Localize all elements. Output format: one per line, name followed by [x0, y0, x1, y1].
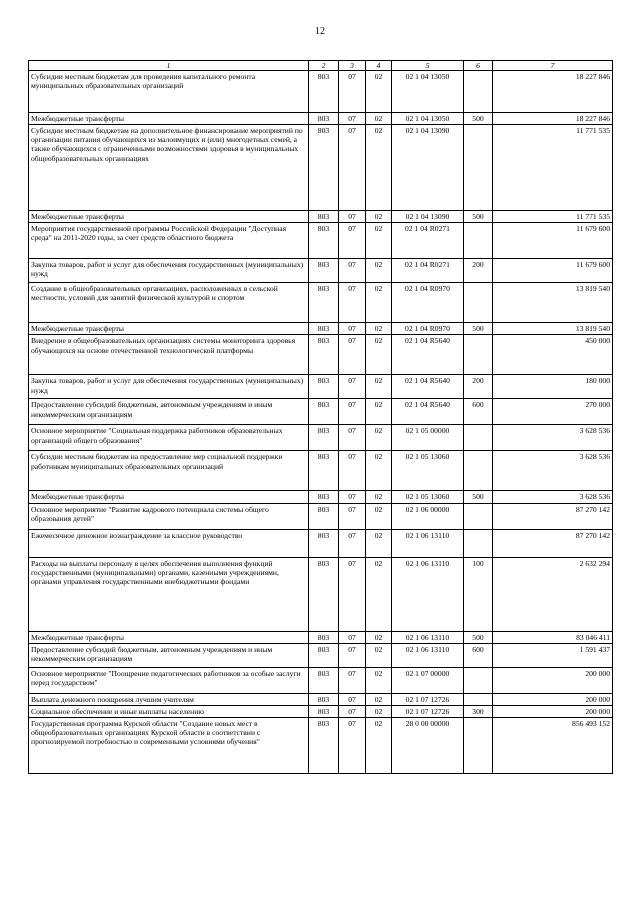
subsection-code-cell: 02	[366, 125, 392, 211]
section-code-cell: 07	[339, 503, 366, 529]
table-row	[29, 491, 613, 503]
ministry-code-cell: 803	[309, 71, 339, 113]
amount-cell: 270 000	[493, 399, 613, 425]
header-cell: 1	[29, 61, 309, 71]
ministry-code-cell: 803	[309, 223, 339, 259]
section-code-cell: 07	[339, 667, 366, 693]
table-row	[29, 335, 613, 375]
expense-type-cell	[464, 667, 493, 693]
section-code-cell: 07	[339, 323, 366, 335]
subsection-code-cell: 02	[366, 399, 392, 425]
expense-type-cell: 300	[464, 705, 493, 717]
row-name-cell: Выплата денежного поощрения лучшим учителям	[29, 693, 309, 705]
expense-type-cell: 500	[464, 113, 493, 125]
target-article-cell: 02 1 06 13110	[392, 631, 464, 643]
amount-cell: 11 679 600	[493, 259, 613, 283]
subsection-code-cell: 02	[366, 693, 392, 705]
table-row	[29, 529, 613, 557]
subsection-code-cell: 02	[366, 529, 392, 557]
table-row	[29, 113, 613, 125]
section-code-cell: 07	[339, 375, 366, 399]
row-name-cell: Мероприятия государственной программы Российской Федерации "Доступная среда" на 2011-2020 годы, за счет средств областного бюджета	[29, 223, 309, 259]
row-name-cell: Расходы на выплаты персоналу в целях обеспечения выполнения функций государственными (муниципальными) органами, казенными учреждениями, органами управления государственными внебюджетными фондами	[29, 557, 309, 631]
section-code-cell: 07	[339, 557, 366, 631]
target-article-cell: 02 1 04 R5640	[392, 375, 464, 399]
amount-cell: 87 270 142	[493, 503, 613, 529]
amount-cell: 2 632 294	[493, 557, 613, 631]
target-article-cell: 02 1 04 R0271	[392, 259, 464, 283]
subsection-code-cell: 02	[366, 71, 392, 113]
target-article-cell: 02 1 05 13060	[392, 451, 464, 491]
expense-type-cell: 500	[464, 491, 493, 503]
subsection-code-cell: 02	[366, 557, 392, 631]
expense-type-cell	[464, 125, 493, 211]
ministry-code-cell: 803	[309, 259, 339, 283]
table-row	[29, 399, 613, 425]
row-name-cell: Межбюджетные трансферты	[29, 491, 309, 503]
amount-cell: 180 000	[493, 375, 613, 399]
table-row	[29, 705, 613, 717]
row-name-cell: Субсидии местным бюджетам на дополнительное финансирование мероприятий по организации питания обучающихся из малоимущих и (или) многодетных семей, а также обучающихся с ограниченными возможностями здоровья в муниципальных общеобразовательных организациях	[29, 125, 309, 211]
target-article-cell: 02 1 05 13060	[392, 491, 464, 503]
table-row	[29, 375, 613, 399]
amount-cell: 856 493 152	[493, 717, 613, 773]
ministry-code-cell: 803	[309, 529, 339, 557]
expense-type-cell: 200	[464, 259, 493, 283]
header-cell: 4	[366, 61, 392, 71]
expense-type-cell: 500	[464, 211, 493, 223]
target-article-cell: 02 1 04 13090	[392, 125, 464, 211]
expense-type-cell: 600	[464, 399, 493, 425]
ministry-code-cell: 803	[309, 491, 339, 503]
section-code-cell: 07	[339, 335, 366, 375]
subsection-code-cell: 02	[366, 323, 392, 335]
section-code-cell: 07	[339, 425, 366, 451]
section-code-cell: 07	[339, 451, 366, 491]
header-cell: 5	[392, 61, 464, 71]
table-row	[29, 283, 613, 323]
section-code-cell: 07	[339, 125, 366, 211]
amount-cell: 18 227 846	[493, 113, 613, 125]
expense-type-cell: 200	[464, 375, 493, 399]
amount-cell: 200 000	[493, 693, 613, 705]
table-row	[29, 631, 613, 643]
row-name-cell: Основное мероприятие "Поощрение педагогических работников за особые заслуги перед государством"	[29, 667, 309, 693]
amount-cell: 11 771 535	[493, 211, 613, 223]
subsection-code-cell: 02	[366, 425, 392, 451]
target-article-cell: 02 1 04 13050	[392, 71, 464, 113]
ministry-code-cell: 803	[309, 399, 339, 425]
subsection-code-cell: 02	[366, 705, 392, 717]
ministry-code-cell: 803	[309, 705, 339, 717]
amount-cell: 18 227 846	[493, 71, 613, 113]
target-article-cell: 02 1 04 13050	[392, 113, 464, 125]
expense-type-cell: 500	[464, 631, 493, 643]
expense-type-cell	[464, 717, 493, 773]
expense-type-cell: 500	[464, 323, 493, 335]
expense-type-cell	[464, 451, 493, 491]
subsection-code-cell: 02	[366, 283, 392, 323]
amount-cell: 200 000	[493, 705, 613, 717]
target-article-cell: 28 0 00 00000	[392, 717, 464, 773]
header-cell: 3	[339, 61, 366, 71]
row-name-cell: Субсидии местным бюджетам на предоставление мер социальной поддержки работникам муниципальных образовательных организаций	[29, 451, 309, 491]
row-name-cell: Межбюджетные трансферты	[29, 631, 309, 643]
subsection-code-cell: 02	[366, 113, 392, 125]
amount-cell: 3 628 536	[493, 451, 613, 491]
expense-type-cell	[464, 425, 493, 451]
table-row	[29, 451, 613, 491]
ministry-code-cell: 803	[309, 693, 339, 705]
expense-type-cell	[464, 71, 493, 113]
row-name-cell: Государственная программа Курской области "Создание новых мест в общеобразовательных организациях Курской области в соответствии с прогнозируемой потребностью и современными условиями обучения"	[29, 717, 309, 773]
row-name-cell: Межбюджетные трансферты	[29, 211, 309, 223]
expense-type-cell	[464, 503, 493, 529]
ministry-code-cell: 803	[309, 667, 339, 693]
amount-cell: 11 679 600	[493, 223, 613, 259]
target-article-cell: 02 1 04 R0970	[392, 283, 464, 323]
section-code-cell: 07	[339, 529, 366, 557]
ministry-code-cell: 803	[309, 113, 339, 125]
page-number: 12	[315, 26, 325, 37]
subsection-code-cell: 02	[366, 259, 392, 283]
table-row	[29, 667, 613, 693]
amount-cell: 3 628 536	[493, 425, 613, 451]
amount-cell: 83 046 411	[493, 631, 613, 643]
row-name-cell: Закупка товаров, работ и услуг для обеспечения государственных (муниципальных) нужд	[29, 259, 309, 283]
subsection-code-cell: 02	[366, 717, 392, 773]
amount-cell: 450 000	[493, 335, 613, 375]
subsection-code-cell: 02	[366, 667, 392, 693]
target-article-cell: 02 1 06 13110	[392, 643, 464, 667]
subsection-code-cell: 02	[366, 223, 392, 259]
ministry-code-cell: 803	[309, 425, 339, 451]
target-article-cell: 02 1 04 13090	[392, 211, 464, 223]
table-row	[29, 693, 613, 705]
target-article-cell: 02 1 04 R0970	[392, 323, 464, 335]
row-name-cell: Ежемесячное денежное вознаграждение за классное руководство	[29, 529, 309, 557]
header-cell: 2	[309, 61, 339, 71]
row-name-cell: Межбюджетные трансферты	[29, 113, 309, 125]
target-article-cell: 02 1 05 00000	[392, 425, 464, 451]
ministry-code-cell: 803	[309, 211, 339, 223]
ministry-code-cell: 803	[309, 717, 339, 773]
section-code-cell: 07	[339, 693, 366, 705]
target-article-cell: 02 1 07 12726	[392, 705, 464, 717]
row-name-cell: Межбюджетные трансферты	[29, 323, 309, 335]
ministry-code-cell: 803	[309, 557, 339, 631]
expense-type-cell	[464, 693, 493, 705]
subsection-code-cell: 02	[366, 491, 392, 503]
row-name-cell: Закупка товаров, работ и услуг для обеспечения государственных (муниципальных) нужд	[29, 375, 309, 399]
amount-cell: 13 819 540	[493, 323, 613, 335]
ministry-code-cell: 803	[309, 323, 339, 335]
table-row	[29, 71, 613, 113]
table-row	[29, 425, 613, 451]
amount-cell: 1 591 437	[493, 643, 613, 667]
section-code-cell: 07	[339, 643, 366, 667]
row-name-cell: Создание в общеобразовательных организациях, расположенных в сельской местности, условий для занятий физической культурой и спортом	[29, 283, 309, 323]
header-cell: 6	[464, 61, 493, 71]
section-code-cell: 07	[339, 399, 366, 425]
amount-cell: 13 819 540	[493, 283, 613, 323]
table-row	[29, 211, 613, 223]
expense-type-cell: 600	[464, 643, 493, 667]
target-article-cell: 02 1 06 13110	[392, 557, 464, 631]
row-name-cell: Субсидии местным бюджетам для проведения капитального ремонта муниципальных образовательных организаций	[29, 71, 309, 113]
section-code-cell: 07	[339, 283, 366, 323]
row-name-cell: Основное мероприятие "Социальная поддержка работников образовательных организаций общего образования"	[29, 425, 309, 451]
expense-type-cell: 100	[464, 557, 493, 631]
table-row	[29, 125, 613, 211]
target-article-cell: 02 1 04 R5640	[392, 335, 464, 375]
target-article-cell: 02 1 06 13110	[392, 529, 464, 557]
section-code-cell: 07	[339, 211, 366, 223]
subsection-code-cell: 02	[366, 643, 392, 667]
header-row	[29, 61, 613, 71]
section-code-cell: 07	[339, 705, 366, 717]
expense-type-cell	[464, 335, 493, 375]
subsection-code-cell: 02	[366, 451, 392, 491]
amount-cell: 3 628 536	[493, 491, 613, 503]
section-code-cell: 07	[339, 491, 366, 503]
ministry-code-cell: 803	[309, 335, 339, 375]
target-article-cell: 02 1 04 R0271	[392, 223, 464, 259]
ministry-code-cell: 803	[309, 643, 339, 667]
row-name-cell: Предоставление субсидий бюджетным, автономным учреждениям и иным некоммерческим организациям	[29, 399, 309, 425]
row-name-cell: Основное мероприятие "Развитие кадрового потенциала системы общего образования детей"	[29, 503, 309, 529]
table-row	[29, 717, 613, 773]
subsection-code-cell: 02	[366, 631, 392, 643]
section-code-cell: 07	[339, 259, 366, 283]
target-article-cell: 02 1 04 R5640	[392, 399, 464, 425]
table-row	[29, 557, 613, 631]
section-code-cell: 07	[339, 717, 366, 773]
section-code-cell: 07	[339, 71, 366, 113]
expense-type-cell	[464, 283, 493, 323]
subsection-code-cell: 02	[366, 335, 392, 375]
table-row	[29, 323, 613, 335]
ministry-code-cell: 803	[309, 125, 339, 211]
subsection-code-cell: 02	[366, 503, 392, 529]
row-name-cell: Социальное обеспечение и иные выплаты населению	[29, 705, 309, 717]
budget-table	[28, 60, 613, 774]
ministry-code-cell: 803	[309, 631, 339, 643]
ministry-code-cell: 803	[309, 283, 339, 323]
section-code-cell: 07	[339, 631, 366, 643]
header-cell: 7	[493, 61, 613, 71]
expense-type-cell	[464, 529, 493, 557]
amount-cell: 87 270 142	[493, 529, 613, 557]
amount-cell: 200 000	[493, 667, 613, 693]
expense-type-cell	[464, 223, 493, 259]
subsection-code-cell: 02	[366, 375, 392, 399]
ministry-code-cell: 803	[309, 451, 339, 491]
section-code-cell: 07	[339, 223, 366, 259]
target-article-cell: 02 1 07 12726	[392, 693, 464, 705]
target-article-cell: 02 1 07 00000	[392, 667, 464, 693]
amount-cell: 11 771 535	[493, 125, 613, 211]
subsection-code-cell: 02	[366, 211, 392, 223]
target-article-cell: 02 1 06 00000	[392, 503, 464, 529]
table-row	[29, 503, 613, 529]
table-row	[29, 223, 613, 259]
table-row	[29, 643, 613, 667]
ministry-code-cell: 803	[309, 375, 339, 399]
section-code-cell: 07	[339, 113, 366, 125]
row-name-cell: Предоставление субсидий бюджетным, автономным учреждениям и иным некоммерческим организациям	[29, 643, 309, 667]
ministry-code-cell: 803	[309, 503, 339, 529]
table-row	[29, 259, 613, 283]
row-name-cell: Внедрение в общеобразовательных организациях системы мониторинга здоровья обучающихся на основе отечественной технологической платформы	[29, 335, 309, 375]
